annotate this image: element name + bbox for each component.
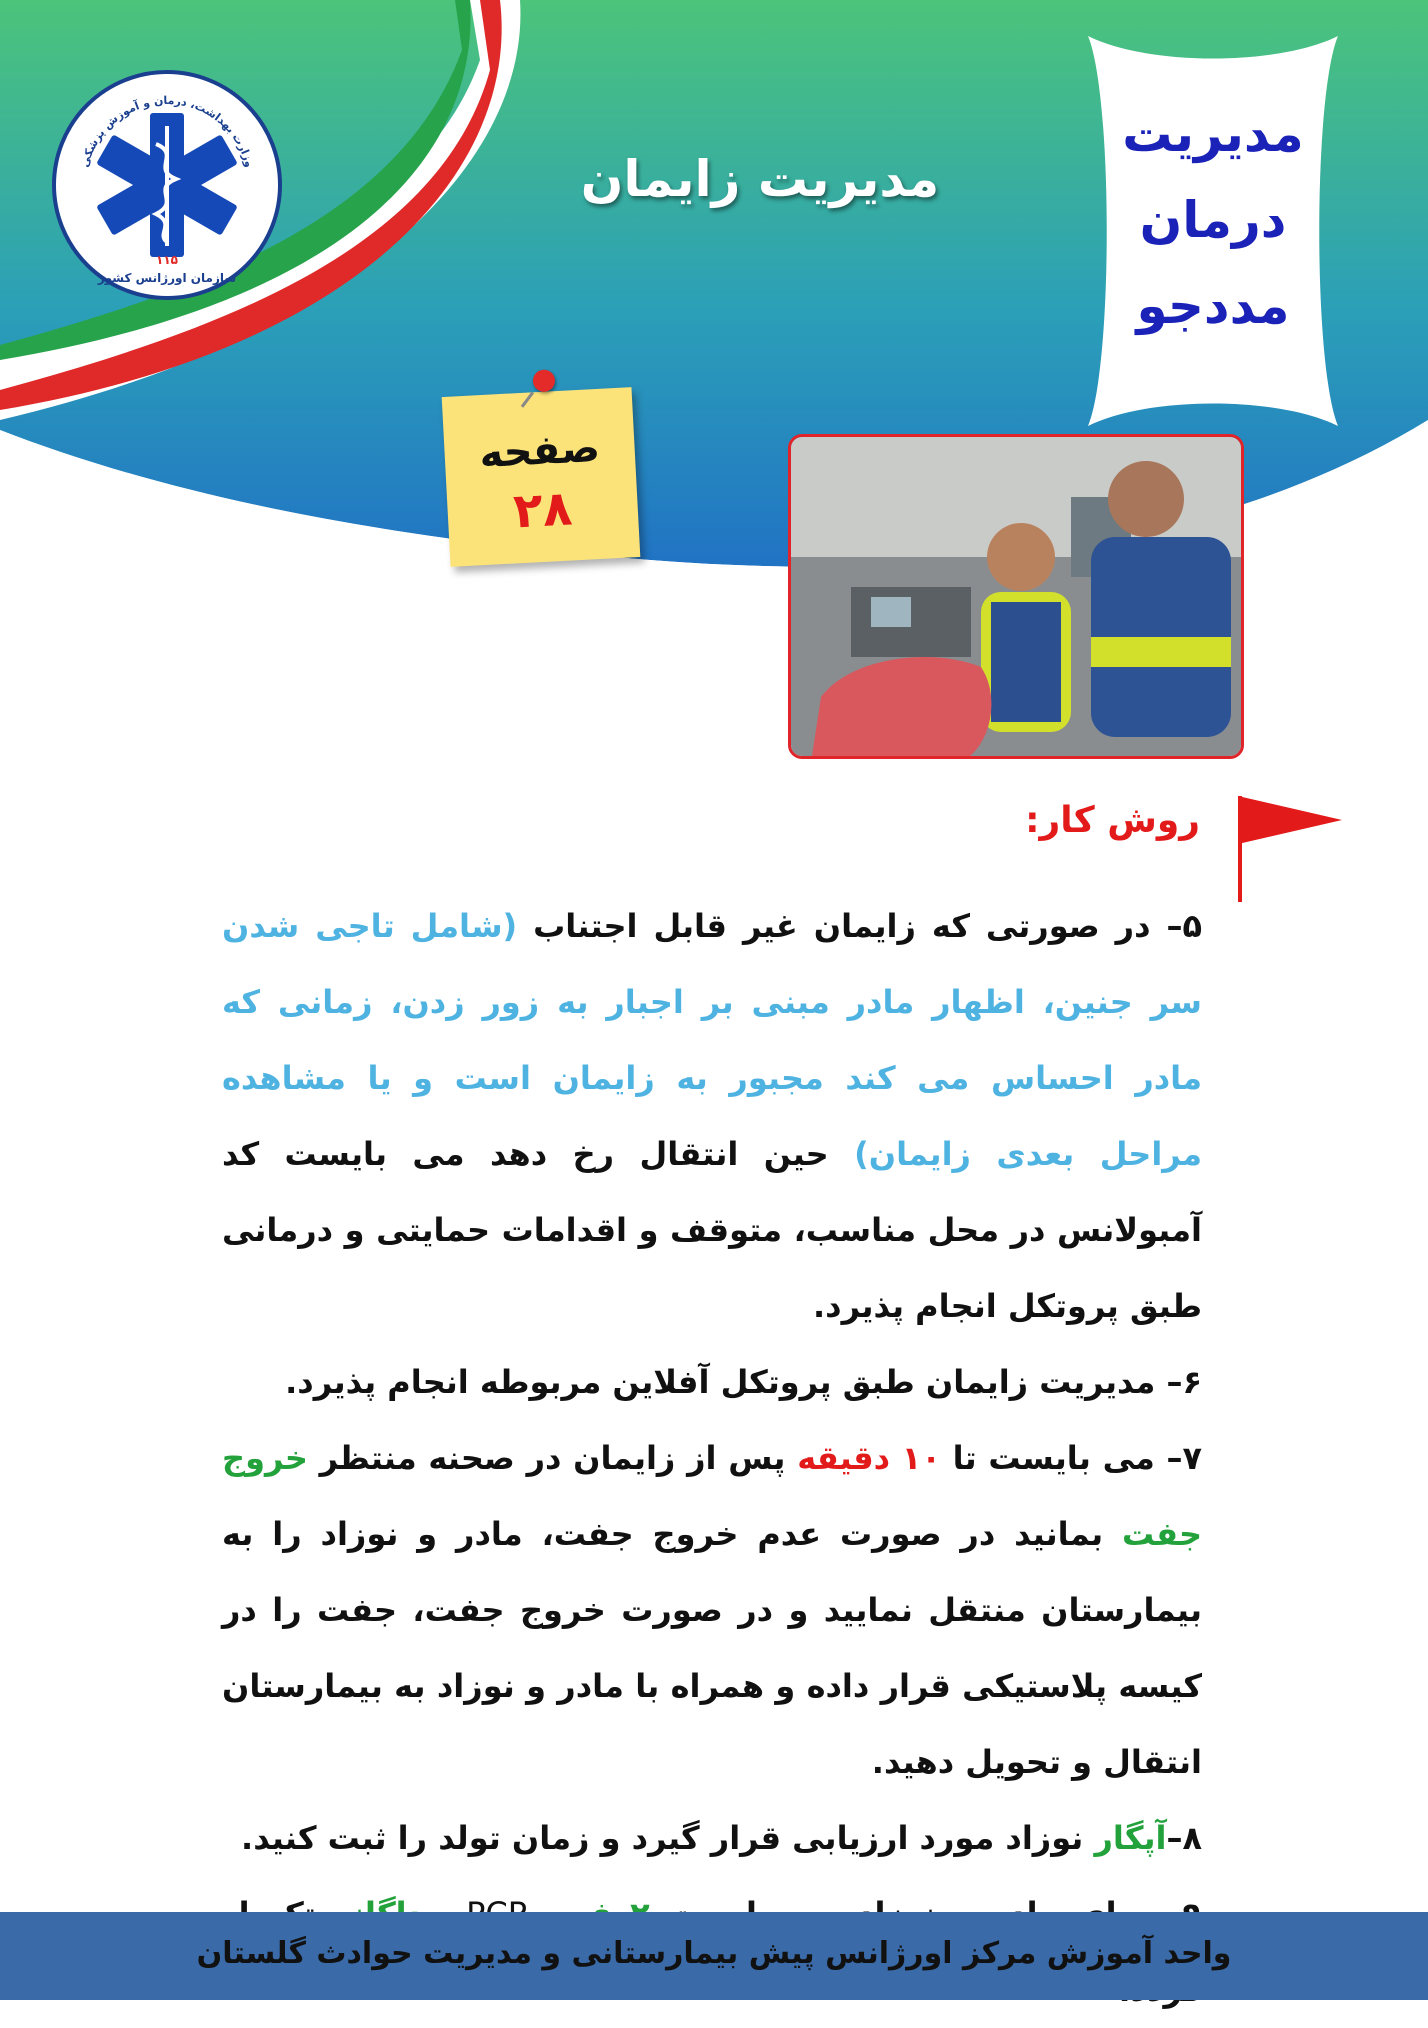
page-label: صفحه — [478, 424, 602, 478]
page-number: ۲۸ — [512, 480, 574, 540]
footer-text: واحد آموزش مرکز اورژانس پیش بیمارستانی و مدیریت حوادث گلستان — [196, 1936, 1232, 1971]
item-text: حین انتقال رخ دهد می بایست کد آمبولانس در محل مناسب، متوقف و اقدامات حمایتی و درمانی طبق پروتکل انجام پذیرد. — [222, 1135, 1202, 1325]
ambulance-staff-photo — [788, 434, 1244, 759]
item-number: ۷– — [1166, 1439, 1203, 1477]
title-banner — [1088, 36, 1338, 426]
page-number-note — [442, 387, 641, 567]
list-item — [222, 1420, 1202, 1800]
list-item — [222, 1800, 1202, 1876]
item-text: در صورتی که زایمان غیر قابل اجتناب — [517, 907, 1167, 945]
item-highlight-blue: (شامل تاجی شدن سر جنین، اظهار مادر مبنی بر اجبار به زور زدن، زمانی که مادر احساس می کند مجبور به زایمان است و یا مشاهده مراحل بعدی زایمان) — [222, 907, 1203, 1173]
footer — [0, 1912, 1428, 2000]
item-number: ۶– — [1166, 1363, 1202, 1401]
list-item — [222, 888, 1202, 1344]
item-highlight-green: خروج جفت — [222, 1439, 1202, 1553]
banner-line-1: مدیریت — [1122, 105, 1304, 163]
banner-line-2: درمان — [1139, 191, 1287, 249]
item-text: می بایست تا — [940, 1439, 1167, 1477]
logo-top-text: وزارت بهداشت، درمان و آموزش پزشکی — [78, 93, 256, 169]
section-heading: روش کار: — [1025, 800, 1200, 841]
banner-line-3: مددجو — [1136, 277, 1290, 335]
list-item — [222, 1344, 1202, 1420]
item-text: بمانید در صورت عدم خروج جفت، مادر و نوزاد را به بیمارستان منتقل نمایید و در صورت خروج جفت، جفت را در کیسه پلاستیکی قرار داده و همراه با مادر و نوزاد به بیمارستان انتقال و تحویل دهید. — [222, 1515, 1202, 1781]
star-of-life-icon — [56, 74, 278, 296]
page-title: مدیریت زایمان — [580, 150, 940, 208]
item-text: پس از زایمان در صحنه منتظر — [307, 1439, 798, 1477]
red-flag-icon — [1218, 792, 1348, 902]
logo-bottom-text: سازمان اورژانس کشور — [97, 271, 237, 285]
item-number: ۸– — [1166, 1819, 1202, 1857]
procedure-list — [222, 888, 1202, 2028]
item-text: مدیریت زایمان طبق پروتکل آفلاین مربوطه انجام پذیرد. — [285, 1363, 1167, 1401]
item-number: ۵– — [1166, 907, 1203, 945]
item-text: نوزاد مورد ارزیابی قرار گیرد و زمان تولد را ثبت کنید. — [241, 1819, 1095, 1857]
item-highlight-red: ۱۰ دقیقه — [797, 1439, 941, 1477]
item-highlight-green: آپگار — [1094, 1819, 1167, 1857]
ems-logo — [52, 70, 282, 300]
logo-number: ۱۱۵ — [156, 253, 178, 267]
